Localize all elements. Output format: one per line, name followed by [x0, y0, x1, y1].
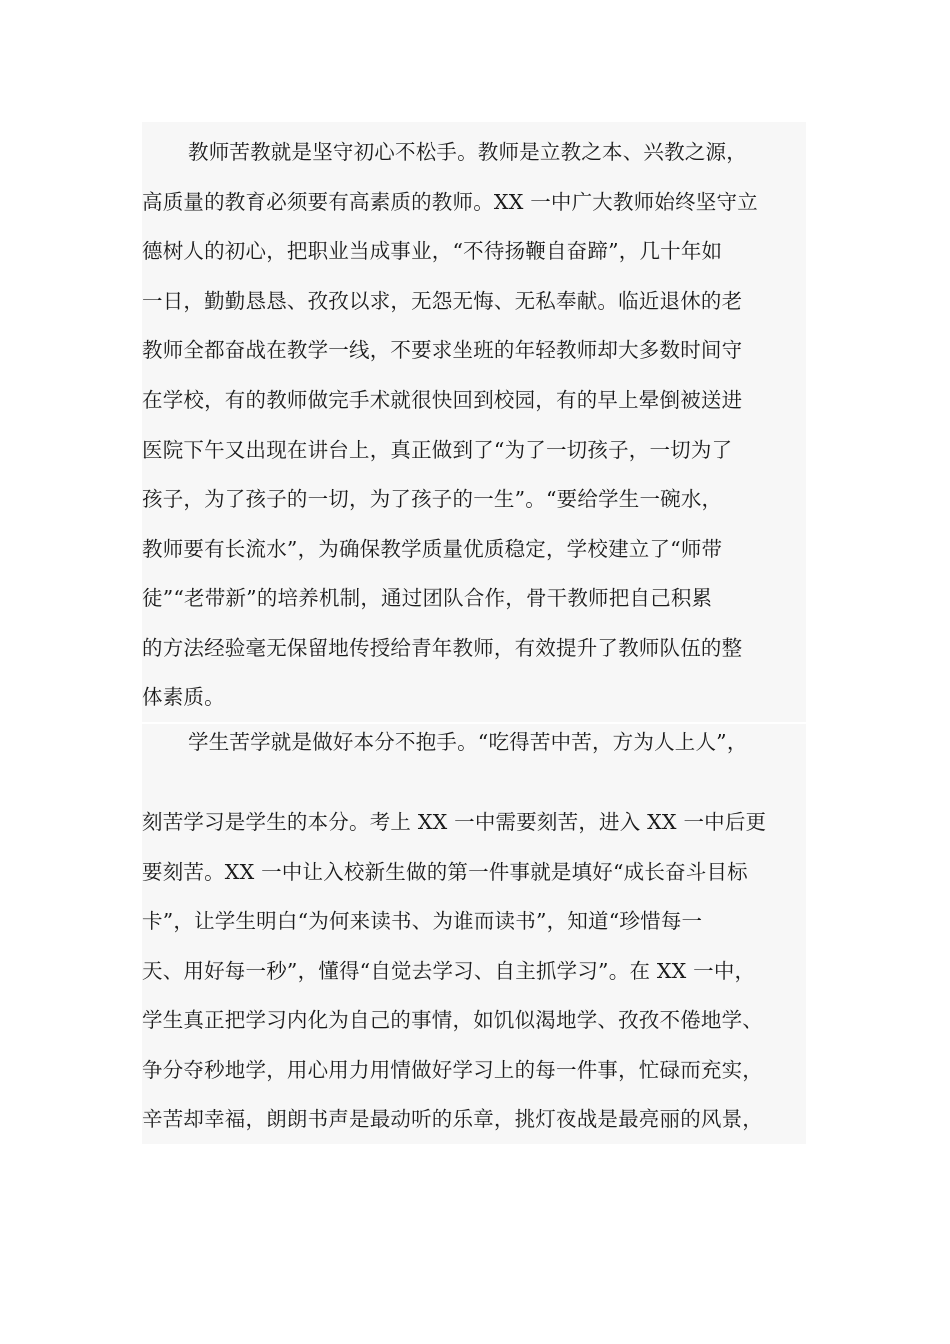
text-line: 一日，勤勤恳恳、孜孜以求，无怨无悔、无私奉献。临近退休的老	[142, 289, 743, 313]
text-line: 争分夺秒地学，用心用力用情做好学习上的每一件事，忙碌而充实，	[142, 1058, 763, 1082]
text-line: 教师全都奋战在教学一线，不要求坐班的年轻教师却大多数时间守	[142, 338, 743, 362]
text-line: 孩子，为了孩子的一切，为了孩子的一生”。“要给学生一碗水，	[142, 487, 723, 511]
paragraph-students	[142, 724, 806, 1144]
text-line: 德树人的初心，把职业当成事业，“不待扬鞭自奋蹄”，几十年如	[142, 239, 723, 263]
text-line: 学生真正把学习内化为自己的事情，如饥似渴地学、孜孜不倦地学、	[142, 1008, 763, 1032]
text-line: 在学校，有的教师做完手术就很快回到校园，有的早上晕倒被送进	[142, 388, 743, 412]
text-line: 的方法经验毫无保留地传授给青年教师，有效提升了教师队伍的整	[142, 636, 743, 660]
paragraph-teachers	[142, 122, 806, 722]
text-line: 教师苦教就是坚守初心不松手。教师是立教之本、兴教之源，	[188, 140, 747, 164]
text-line: 天、用好每一秒”，懂得“自觉去学习、自主抓学习”。在 XX 一中，	[142, 959, 756, 983]
text-line: 要刻苦。XX 一中让入校新生做的第一件事就是填好“成长奋斗目标	[142, 860, 748, 884]
text-line: 卡”，让学生明白“为何来读书、为谁而读书”，知道“珍惜每一	[142, 909, 703, 933]
text-line: 刻苦学习是学生的本分。考上 XX 一中需要刻苦，进入 XX 一中后更	[142, 810, 767, 834]
text-line: 高质量的教育必须要有高素质的教师。XX 一中广大教师始终坚守立	[142, 190, 758, 214]
text-line: 医院下午又出现在讲台上，真正做到了“为了一切孩子，一切为了	[142, 438, 733, 462]
text-line: 体素质。	[142, 685, 225, 709]
text-line: 学生苦学就是做好本分不抱手。“吃得苦中苦，方为人上人”，	[188, 730, 748, 754]
text-line: 徒”“老带新”的培养机制，通过团队合作，骨干教师把自己积累	[142, 586, 713, 610]
text-line: 辛苦却幸福，朗朗书声是最动听的乐章，挑灯夜战是最亮丽的风景，	[142, 1107, 763, 1131]
text-line: 教师要有长流水”，为确保教学质量优质稳定，学校建立了“师带	[142, 537, 723, 561]
